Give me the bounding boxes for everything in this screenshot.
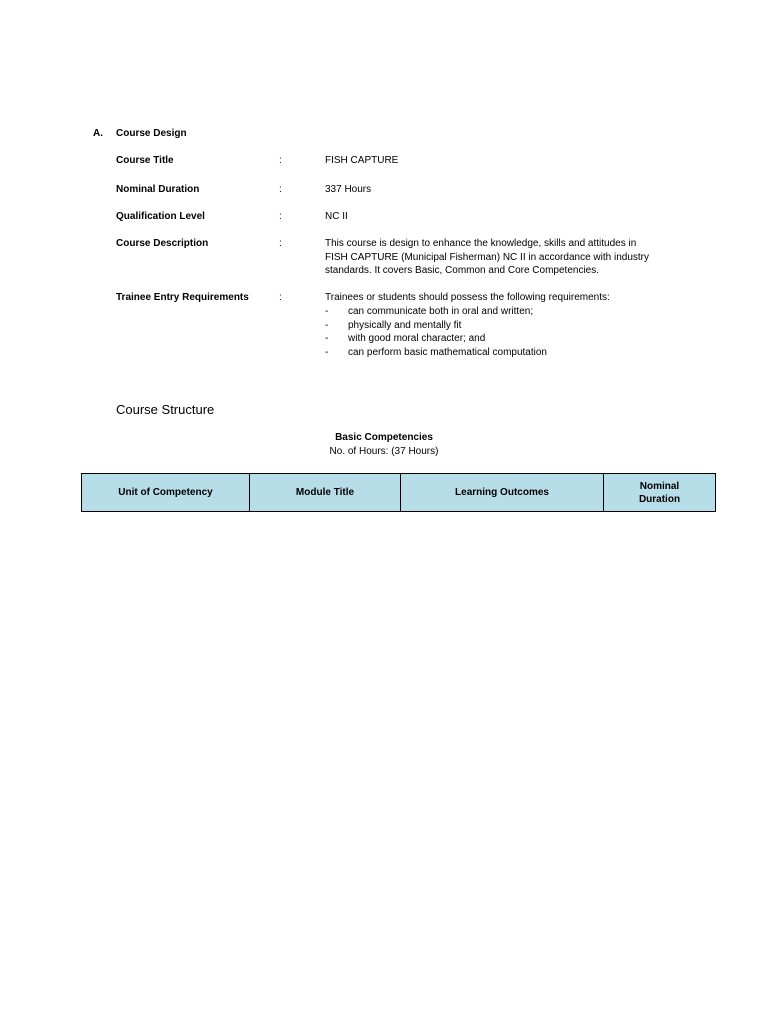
header-nominal-duration [604, 474, 716, 512]
course-description-label: Course Description [116, 238, 209, 249]
header-nominal-duration-line1: Nominal [639, 480, 680, 492]
course-description-line: FISH CAPTURE (Municipal Fisherman) NC II in accordance with industry [325, 251, 649, 263]
header-module-title: Module Title [250, 474, 401, 512]
course-title-colon: : [279, 155, 282, 166]
header-learning-outcomes: Learning Outcomes [401, 474, 604, 512]
list-item-text: can communicate both in oral and written; [348, 306, 534, 317]
header-unit-of-competency: Unit of Competency [82, 474, 250, 512]
bullet-dash: - [325, 319, 329, 331]
course-title-label: Course Title [116, 155, 174, 166]
course-structure-title: Course Structure [116, 402, 215, 417]
course-description-text [325, 237, 649, 278]
course-description-line: standards. It covers Basic, Common and Core Competencies. [325, 265, 600, 276]
entry-requirements-colon: : [279, 292, 282, 303]
entry-requirements-intro: Trainees or students should possess the following requirements: [325, 292, 610, 303]
qualification-level-colon: : [279, 211, 282, 222]
qualification-level-label: Qualification Level [116, 211, 205, 222]
course-title-value: FISH CAPTURE [325, 155, 399, 166]
list-item-text: with good moral character; and [348, 333, 486, 344]
section-heading: Course Design [116, 128, 187, 139]
header-nominal-duration-line2: Duration [638, 493, 681, 505]
bullet-dash: - [325, 333, 329, 344]
qualification-level-value: NC II [325, 211, 348, 222]
list-item-text: physically and mentally fit [348, 319, 462, 331]
list-item-text: can perform basic mathematical computation [348, 346, 547, 358]
nominal-duration-value: 337 Hours [325, 184, 372, 195]
table-header-row [82, 474, 716, 512]
section-letter: A. [93, 128, 103, 139]
competency-table [81, 473, 716, 512]
bullet-dash: - [325, 306, 329, 317]
nominal-duration-label: Nominal Duration [116, 184, 200, 195]
bullet-dash: - [325, 346, 329, 358]
course-description-line: This course is design to enhance the knowledge, skills and attitudes in [325, 238, 637, 249]
basic-competencies-heading: Basic Competencies [335, 432, 433, 443]
entry-requirements-label: Trainee Entry Requirements [116, 292, 249, 303]
hours-label: No. of Hours: (37 Hours) [329, 446, 439, 457]
course-description-colon: : [279, 238, 282, 249]
nominal-duration-colon: : [279, 184, 282, 195]
